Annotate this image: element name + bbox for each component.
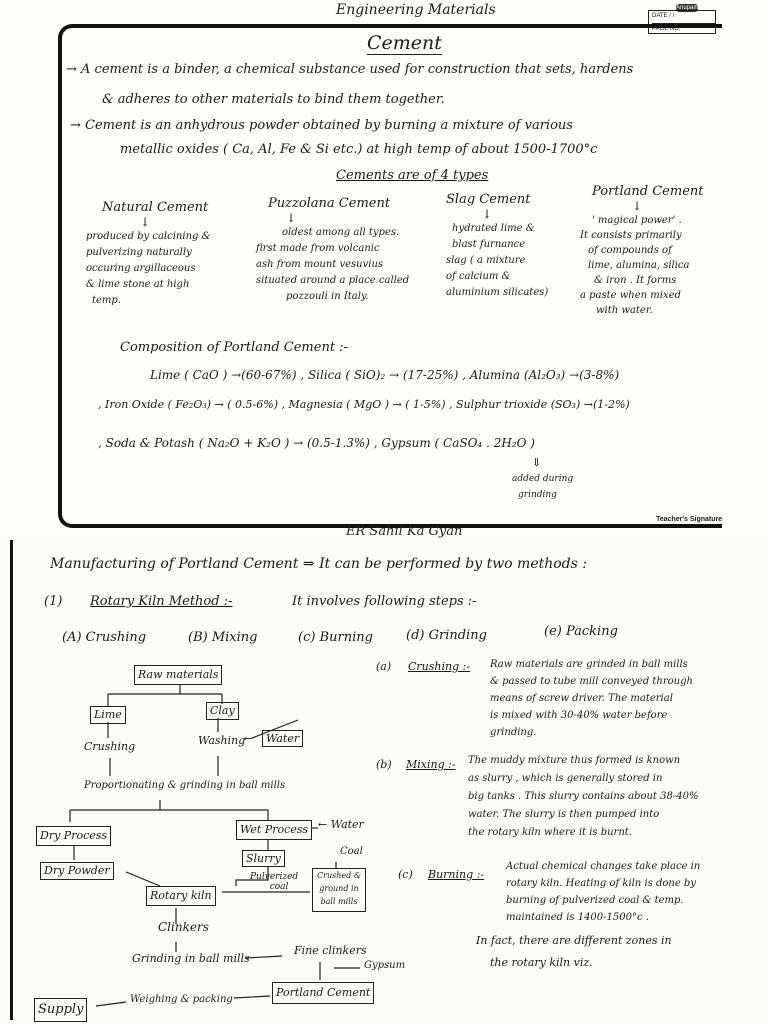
box-rotary-kiln: Rotary kiln [146, 886, 216, 906]
type-name: Slag Cement [446, 192, 531, 207]
type-name: Puzzolana Cement [268, 196, 391, 211]
note-b-text [468, 752, 698, 842]
type-desc-5: a paste when mixed [580, 290, 681, 301]
brand-logo: Anupam [676, 5, 699, 11]
note-a-label: (a) [376, 660, 392, 673]
label-pulverized-coal [250, 872, 298, 892]
method-number: (1) [44, 594, 63, 609]
step-burning: (c) Burning [298, 630, 373, 645]
note-a-line: & passed to tube mill conveyed through [490, 676, 693, 687]
label-washing: Washing [198, 734, 246, 747]
water-2-text: Water [330, 818, 364, 831]
types-heading: Cements are of 4 types [336, 168, 489, 183]
note-c2-line: the rotary kiln viz. [490, 956, 593, 969]
para1-line1: → A cement is a binder, a chemical substance used for construction that sets, hardens [66, 62, 634, 77]
type-desc-2: slag ( a mixture [446, 255, 526, 266]
label-crushing: Crushing [84, 740, 136, 753]
label-fine-clinkers: Fine clinkers [294, 944, 367, 957]
type-desc-3: situated around a place called [256, 275, 410, 286]
box-slurry: Slurry [242, 850, 285, 867]
type-desc-0: oldest among all types. [282, 227, 400, 238]
watermark-text: ER Sahil Ka Gyan [346, 524, 463, 539]
box-water: Water [262, 730, 303, 747]
para2-line2: metallic oxides ( Ca, Al, Fe & Si etc.) at high temp of about 1500-1700°c [120, 142, 598, 157]
type-desc-4: aluminium silicates) [446, 287, 549, 298]
note-c-text-2 [476, 930, 672, 974]
composition-line-1: Lime ( CaO ) →(60-67%) , Silica ( SiO)₂ → (17-25%) , Alumina (Al₂O₃) →(3-8%) [150, 368, 620, 382]
type-desc-2: of compounds of [588, 245, 672, 256]
type-arrow: ↓ [482, 207, 493, 221]
teacher-signature-label: Teacher's Signature [656, 516, 723, 523]
type-desc-3: of calcium & [446, 271, 511, 282]
type-desc-1: first made from volcanic [256, 243, 380, 254]
type-name: Portland Cement [592, 184, 704, 199]
note-b-line: as slurry , which is generally stored in [468, 773, 663, 784]
box-supply: Supply [34, 998, 87, 1022]
note-c-line: burning of pulverized coal & temp. [506, 895, 684, 906]
coal-box-line-3: ball mills [320, 897, 358, 906]
box-portland-cement: Portland Cement [272, 982, 374, 1004]
note-a-text [490, 656, 693, 741]
note-b-line: water. The slurry is then pumped into [468, 809, 660, 820]
coal-box-line-1: Crushed & [317, 871, 361, 880]
step-mixing: (B) Mixing [188, 630, 258, 645]
manufacturing-heading: Manufacturing of Portland Cement ⇒ It can be performed by two methods : [50, 556, 587, 572]
type-desc-4: & iron . It forms [594, 275, 677, 286]
gypsum-arrow: ⇓ [532, 456, 542, 469]
label-water-2: ← Water [318, 818, 364, 831]
composition-line-2: , Iron Oxide ( Fe₂O₃) → ( 0.5-6%) , Magnesia ( MgO ) → ( 1-5%) , Sulphur trioxide (SO₃) →(1-2%) [98, 398, 630, 411]
type-name: Natural Cement [102, 200, 209, 215]
note-c-text [506, 858, 700, 926]
type-desc-1: blast furnance [452, 239, 526, 250]
label-gypsum: Gypsum [364, 960, 406, 971]
date-label: DATE [652, 13, 668, 19]
type-desc-4: pozzouli in Italy. [286, 291, 369, 302]
type-desc-6: with water. [596, 305, 653, 316]
type-desc-0: produced by calcining & [86, 231, 211, 242]
step-packing: (e) Packing [544, 624, 618, 639]
type-desc-3: & lime stone at high [86, 279, 190, 290]
note-c-title: Burning :- [428, 868, 485, 881]
type-desc-0: ' magical power' . [592, 215, 682, 226]
note-b-title: Mixing :- [406, 758, 456, 771]
box-dry-powder: Dry Powder [40, 862, 114, 880]
box-clay: Clay [206, 702, 239, 720]
date-value: / / [669, 13, 675, 19]
type-arrow: ↓ [632, 199, 643, 213]
type-desc-0: hydrated lime & [452, 223, 535, 234]
note-b-line: the rotary kiln where it is burnt. [468, 827, 632, 838]
page-title: Cement [367, 32, 442, 54]
note-b-label: (b) [376, 758, 392, 771]
label-grinding: Grinding in ball mills [132, 952, 250, 965]
type-desc-2: ash from mount vesuvius [256, 259, 384, 270]
label-clinkers: Clinkers [158, 920, 209, 934]
gypsum-note-1: added during [512, 474, 574, 484]
para2-line1: → Cement is an anhydrous powder obtained by burning a mixture of various [70, 118, 573, 133]
box-crushed-coal [312, 868, 366, 912]
note-b-line: The muddy mixture thus formed is known [468, 755, 681, 766]
pulverized-line-1: Pulverized [250, 872, 299, 882]
type-arrow: ↓ [286, 211, 297, 225]
box-wet-process: Wet Process [236, 820, 312, 840]
para1-line2: & adheres to other materials to bind them together. [102, 92, 445, 107]
header-title: Engineering Materials [336, 2, 496, 18]
label-proportionating: Proportionating & grinding in ball mills [84, 780, 286, 791]
coal-box-line-2: ground in [319, 884, 359, 893]
note-c2-line: In fact, there are different zones in [476, 934, 672, 947]
type-arrow: ↓ [140, 215, 151, 229]
method-desc: It involves following steps :- [292, 594, 477, 609]
method-name: Rotary Kiln Method :- [90, 594, 233, 609]
box-lime: Lime [90, 706, 126, 724]
type-desc-2: occuring argillaceous [86, 263, 196, 274]
type-desc-1: It consists primarily [580, 230, 682, 241]
composition-line-3: , Soda & Potash ( Na₂O + K₂O ) → (0.5-1.3%) , Gypsum ( CaSO₄ . 2H₂O ) [98, 436, 535, 450]
gypsum-note-2: grinding [518, 490, 557, 500]
type-desc-3: lime, alumina, silica [588, 260, 690, 271]
note-c-label: (c) [398, 868, 413, 881]
arrow-water-1: ← [244, 732, 254, 745]
note-a-line: means of screw driver. The material [490, 693, 673, 704]
note-a-line: Raw materials are grinded in ball mills [490, 659, 688, 670]
label-weighing: Weighing & packing [130, 994, 233, 1005]
note-c-line: maintained is 1400-1500°c . [506, 912, 649, 923]
page-no-label: PAGE NO. [652, 26, 681, 32]
note-c-line: rotary kiln. Heating of kiln is done by [506, 878, 696, 889]
note-a-title: Crushing :- [408, 660, 471, 673]
note-b-line: big tanks . This slurry contains about 38-40% [468, 791, 699, 802]
composition-heading: Composition of Portland Cement :- [120, 340, 348, 355]
box-dry-process: Dry Process [36, 826, 111, 846]
box-raw-materials: Raw materials [134, 665, 222, 685]
pulverized-line-2: coal [269, 882, 289, 892]
step-crushing: (A) Crushing [62, 630, 147, 645]
step-grinding: (d) Grinding [406, 628, 487, 643]
label-coal: Coal [340, 846, 363, 857]
note-a-line: is mixed with 30-40% water before [490, 710, 668, 721]
note-c-line: Actual chemical changes take place in [506, 861, 701, 872]
note-a-line: grinding. [490, 727, 537, 738]
type-desc-4: temp. [92, 295, 121, 306]
type-desc-1: pulverizing naturally [86, 247, 192, 258]
